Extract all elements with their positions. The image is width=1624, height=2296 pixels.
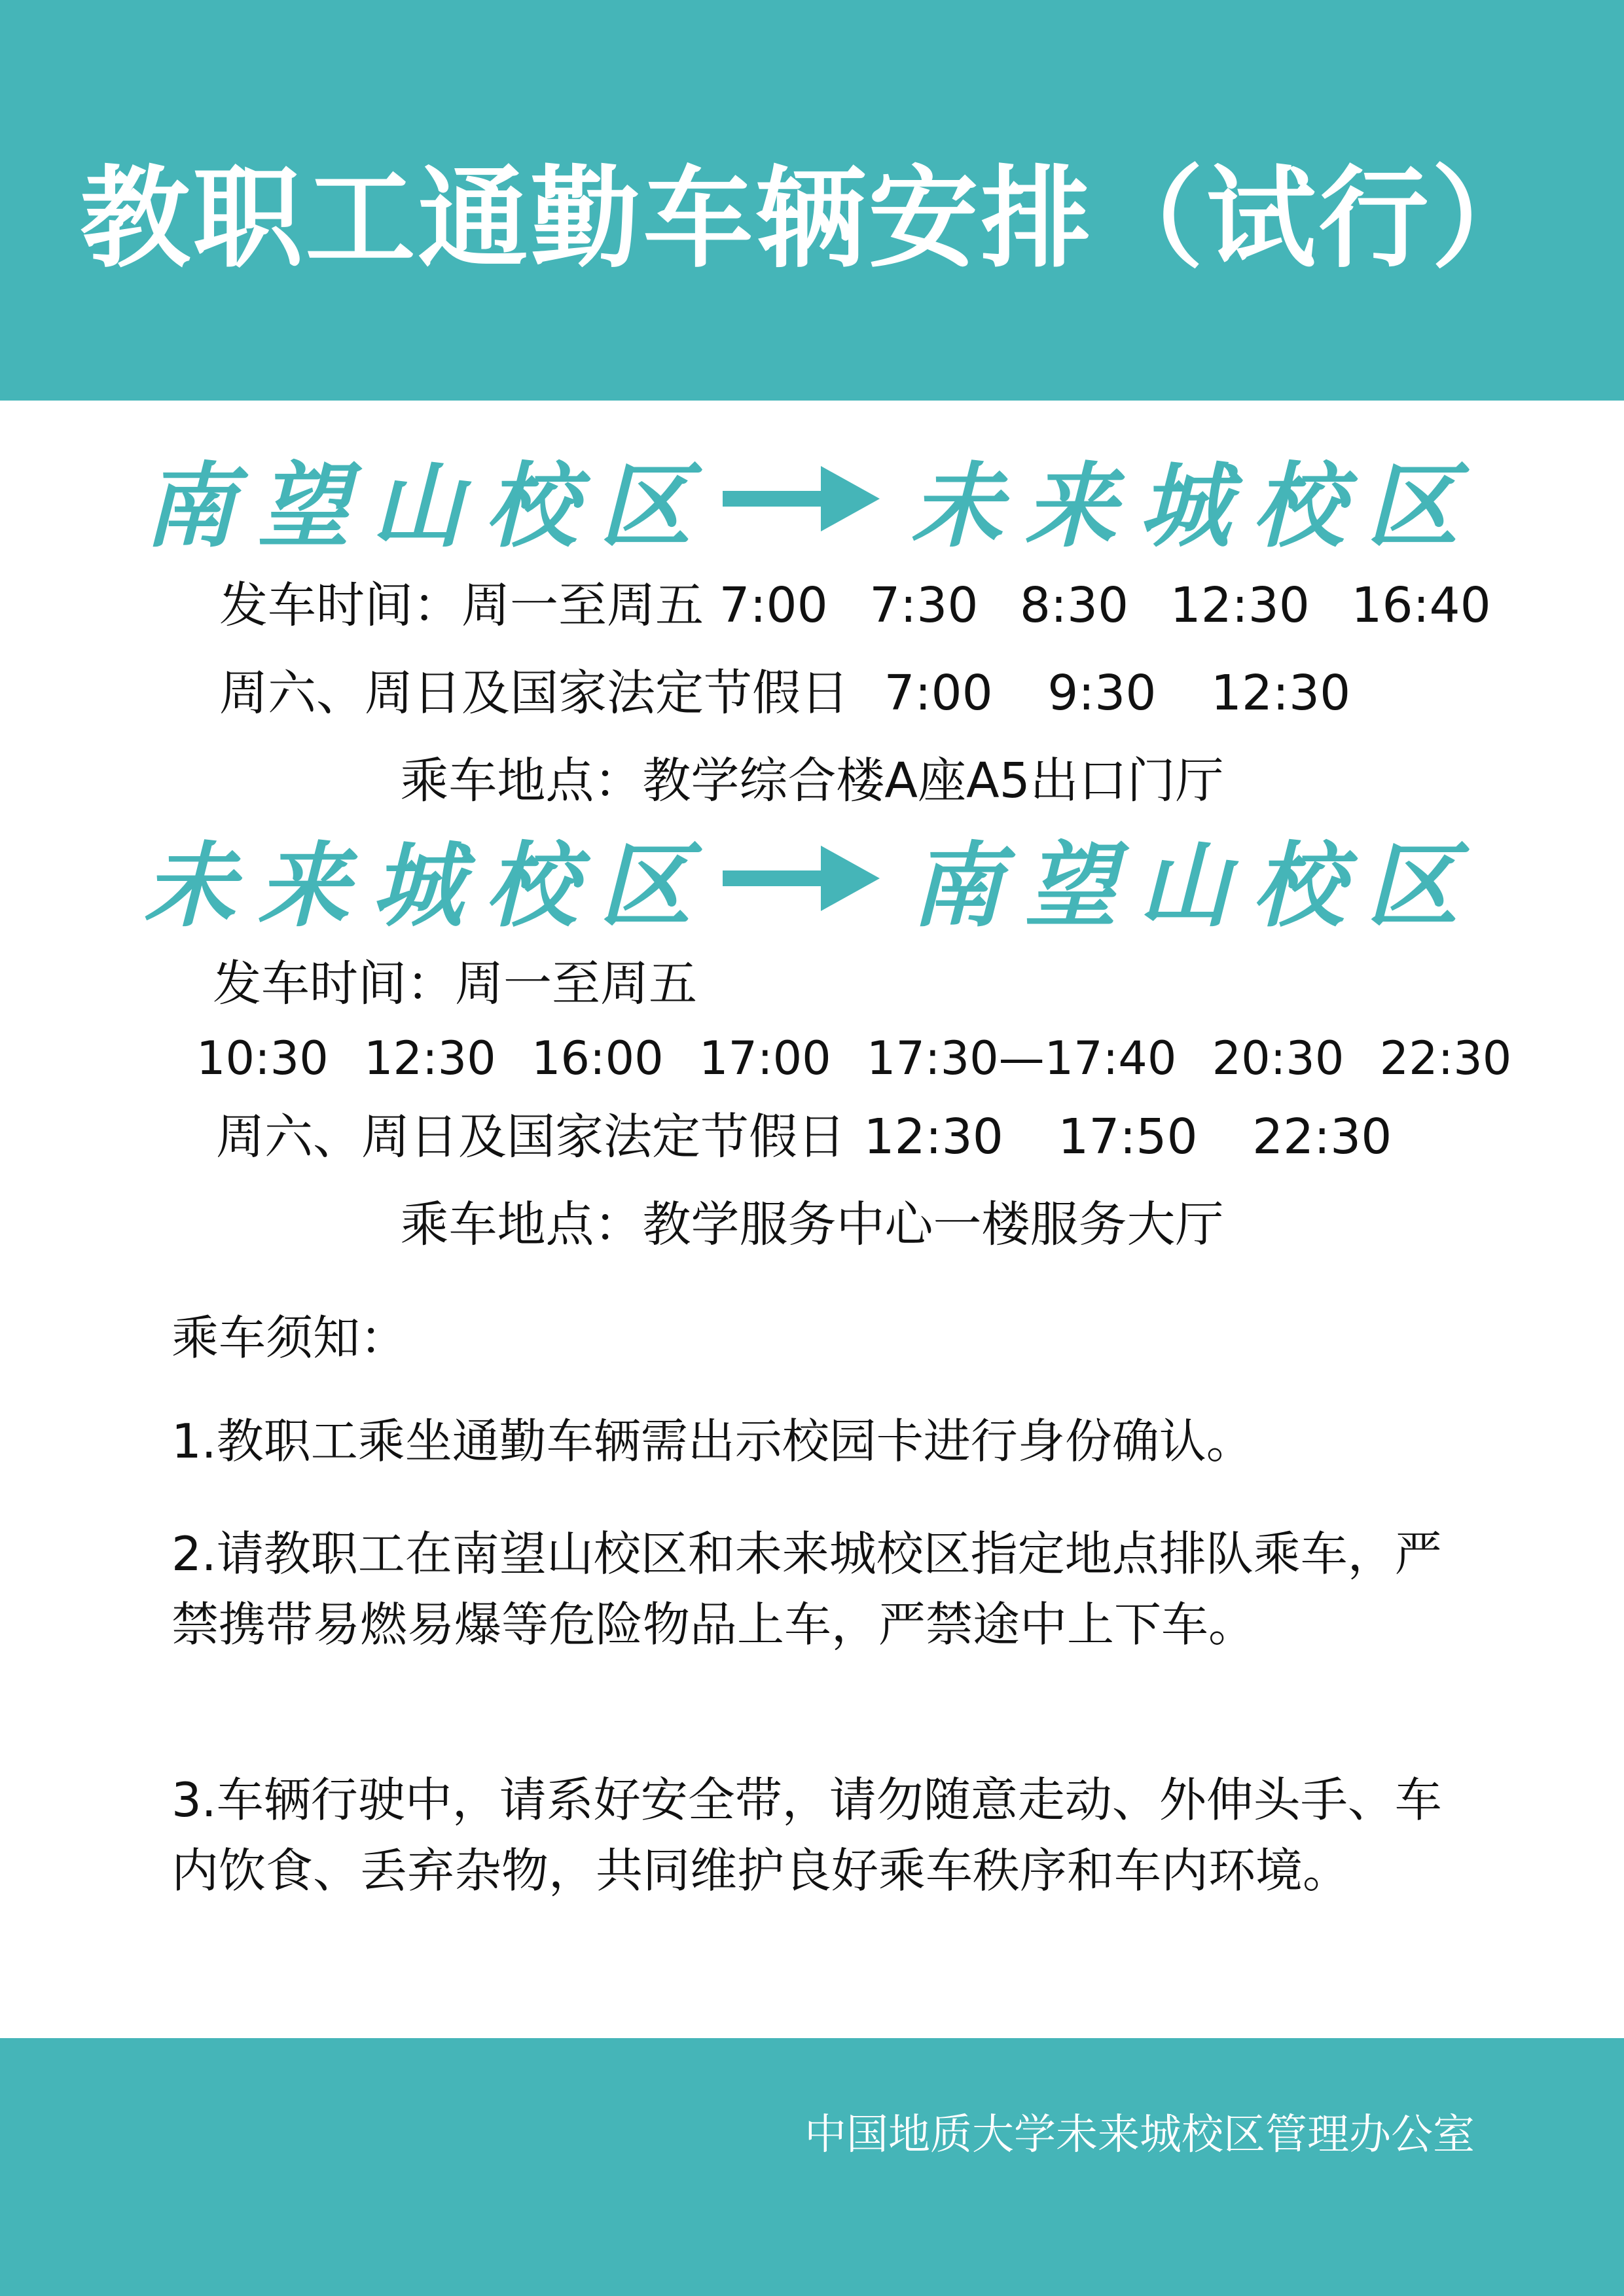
- route-1-weekday-schedule: [219, 577, 1491, 634]
- route-1-pickup: 乘车地点：教学综合楼A座A5出口门厅: [400, 753, 1224, 809]
- route-2-weekend-schedule: [216, 1109, 1392, 1165]
- route-1-destination: 未来城校区: [911, 452, 1481, 560]
- notice-heading: 乘车须知：: [171, 1310, 408, 1365]
- footer-band: [0, 2038, 1624, 2296]
- right-arrow-icon: [723, 459, 880, 538]
- route-1-weekend-label: 周六、周日及国家法定节假日: [219, 665, 849, 721]
- route-2-weekday-times: 10:30 12:30 16:00 17:00 17:30—17:40 20:30 22:30: [196, 1031, 1512, 1085]
- notice-item-1: 1.教职工乘坐通勤车辆需出示校园卡进行身份确认。: [171, 1414, 1254, 1469]
- route-2-destination: 南望山校区: [911, 832, 1481, 940]
- notice-item-3: 3.车辆行驶中，请系好安全带，请勿随意走动、外伸头手、车内饮食、丢弃杂物，共同维护良好乘车秩序和车内环境。: [171, 1772, 1442, 1898]
- route-2-heading: [0, 826, 1624, 940]
- footer-organization: 中国地质大学未来城校区管理办公室: [804, 2111, 1475, 2159]
- route-2-weekend-label: 周六、周日及国家法定节假日: [216, 1109, 846, 1165]
- route-2-origin: 未来城校区: [143, 832, 713, 940]
- route-1-weekend-times: 7:00 9:30 12:30: [884, 665, 1351, 721]
- route-2-weekday-label: 发车时间：周一至周五: [213, 956, 697, 1012]
- route-1-weekday-label: 发车时间：周一至周五: [219, 577, 704, 634]
- right-arrow-icon: [723, 839, 880, 918]
- route-2-weekend-times: 12:30 17:50 22:30: [863, 1109, 1392, 1165]
- route-1-origin: 南望山校区: [143, 452, 713, 560]
- route-1-heading: [0, 446, 1624, 560]
- route-2-pickup: 乘车地点：教学服务中心一楼服务大厅: [400, 1196, 1224, 1253]
- page-title: 教职工通勤车辆安排（试行）: [80, 154, 1544, 283]
- notice-item-2: 2.请教职工在南望山校区和未来城校区指定地点排队乘车，严禁携带易燃易爆等危险物品上车，严禁途中上下车。: [171, 1526, 1442, 1652]
- route-1-weekend-schedule: [219, 665, 1351, 721]
- route-1-weekday-times: 7:00 7:30 8:30 12:30 16:40: [719, 577, 1491, 634]
